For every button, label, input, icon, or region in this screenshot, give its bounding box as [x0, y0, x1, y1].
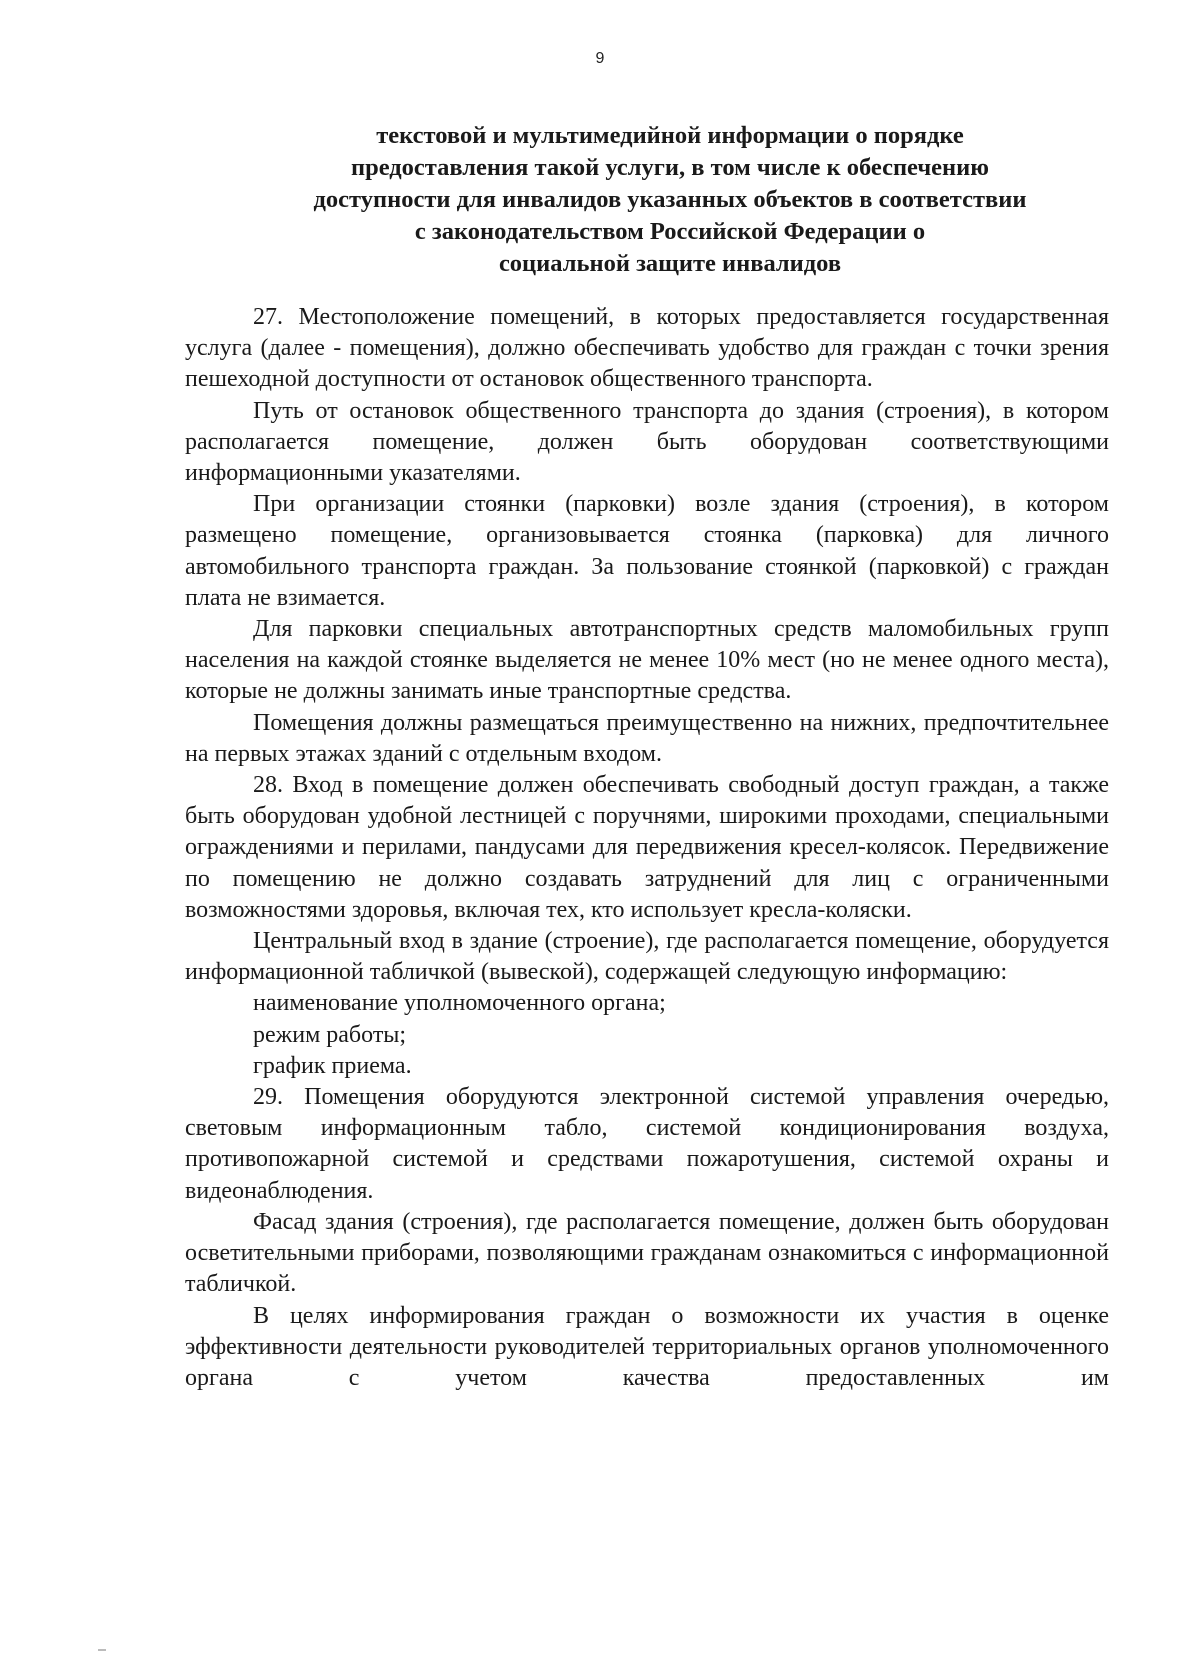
list-item-work-mode: режим работы; [253, 1021, 407, 1048]
title-line: предоставления такой услуги, в том числе к обеспечению [351, 154, 989, 181]
scan-edge-mark [98, 1649, 106, 1651]
list-item-schedule: график приема. [253, 1052, 412, 1079]
section-title [255, 120, 1085, 280]
title-line: социальной защите инвалидов [498, 250, 842, 277]
document-body [185, 302, 1109, 1394]
paragraph-28-entrance: 28. Вход в помещение должен обеспечивать свободный доступ граждан, а также быть оборудован удобной лестницей с поручнями, широкими проходами, специальными ограждениями и перилами, пандусами для передвижения кресел-колясок. Передвижение по помещению не должно создавать затруднений для лиц с ограниченными возможностями здоровья, включая тех, кто использует кресла-коляски. [185, 772, 1109, 923]
paragraph-27-path: Путь от остановок общественного транспорта до здания (строения), в котором располагается помещение, должен быть оборудован соответствующими информационными указателями. [185, 397, 1109, 487]
paragraph-29-facade: Фасад здания (строения), где располагается помещение, должен быть оборудован осветительными приборами, позволяющими гражданам ознакомиться с информационной табличкой. [185, 1208, 1109, 1298]
paragraph-27-location: 27. Местоположение помещений, в которых предоставляется государственная услуга (далее - помещения), должно обеспечивать удобство для граждан с точки зрения пешеходной доступности от остановок общественного транспорта. [185, 304, 1109, 393]
paragraph-29-informing: В целях информирования граждан о возможности их участия в оценке эффективности деятельности руководителей территориальных органов уполномоченного органа с учетом качества предоставленных им [185, 1302, 1109, 1391]
paragraph-27-floors: Помещения должны размещаться преимущественно на нижних, предпочтительнее на первых этажах зданий с отдельным входом. [185, 709, 1109, 767]
list-item-organ-name: наименование уполномоченного органа; [253, 990, 666, 1017]
title-line: доступности для инвалидов указанных объектов в соответствии [313, 186, 1027, 213]
paragraph-27-parking: При организации стоянки (парковки) возле здания (строения), в котором размещено помещение, организовывается стоянка (парковка) для личного автомобильного транспорта граждан. За пользование стоянкой (парковкой) с граждан плата не взимается. [185, 491, 1109, 611]
title-line: текстовой и мультимедийной информации о порядке [376, 122, 964, 149]
paragraph-28-signboard: Центральный вход в здание (строение), где располагается помещение, оборудуется информационной табличкой (вывеской), содержащей следующую информацию: [185, 928, 1109, 986]
title-line: с законодательством Российской Федерации о [414, 218, 926, 245]
paragraph-29-equipment: 29. Помещения оборудуются электронной системой управления очередью, световым информационным табло, системой кондиционирования воздуха, противопожарной системой и средствами пожаротушения, системой охраны и видеонаблюдения. [185, 1084, 1109, 1204]
page-number: 9 [595, 50, 605, 67]
paragraph-27-special-parking: Для парковки специальных автотранспортных средств маломобильных групп населения на каждой стоянке выделяется не менее 10% мест (но не менее одного места), которые не должны занимать иные транспортные средства. [185, 616, 1109, 705]
